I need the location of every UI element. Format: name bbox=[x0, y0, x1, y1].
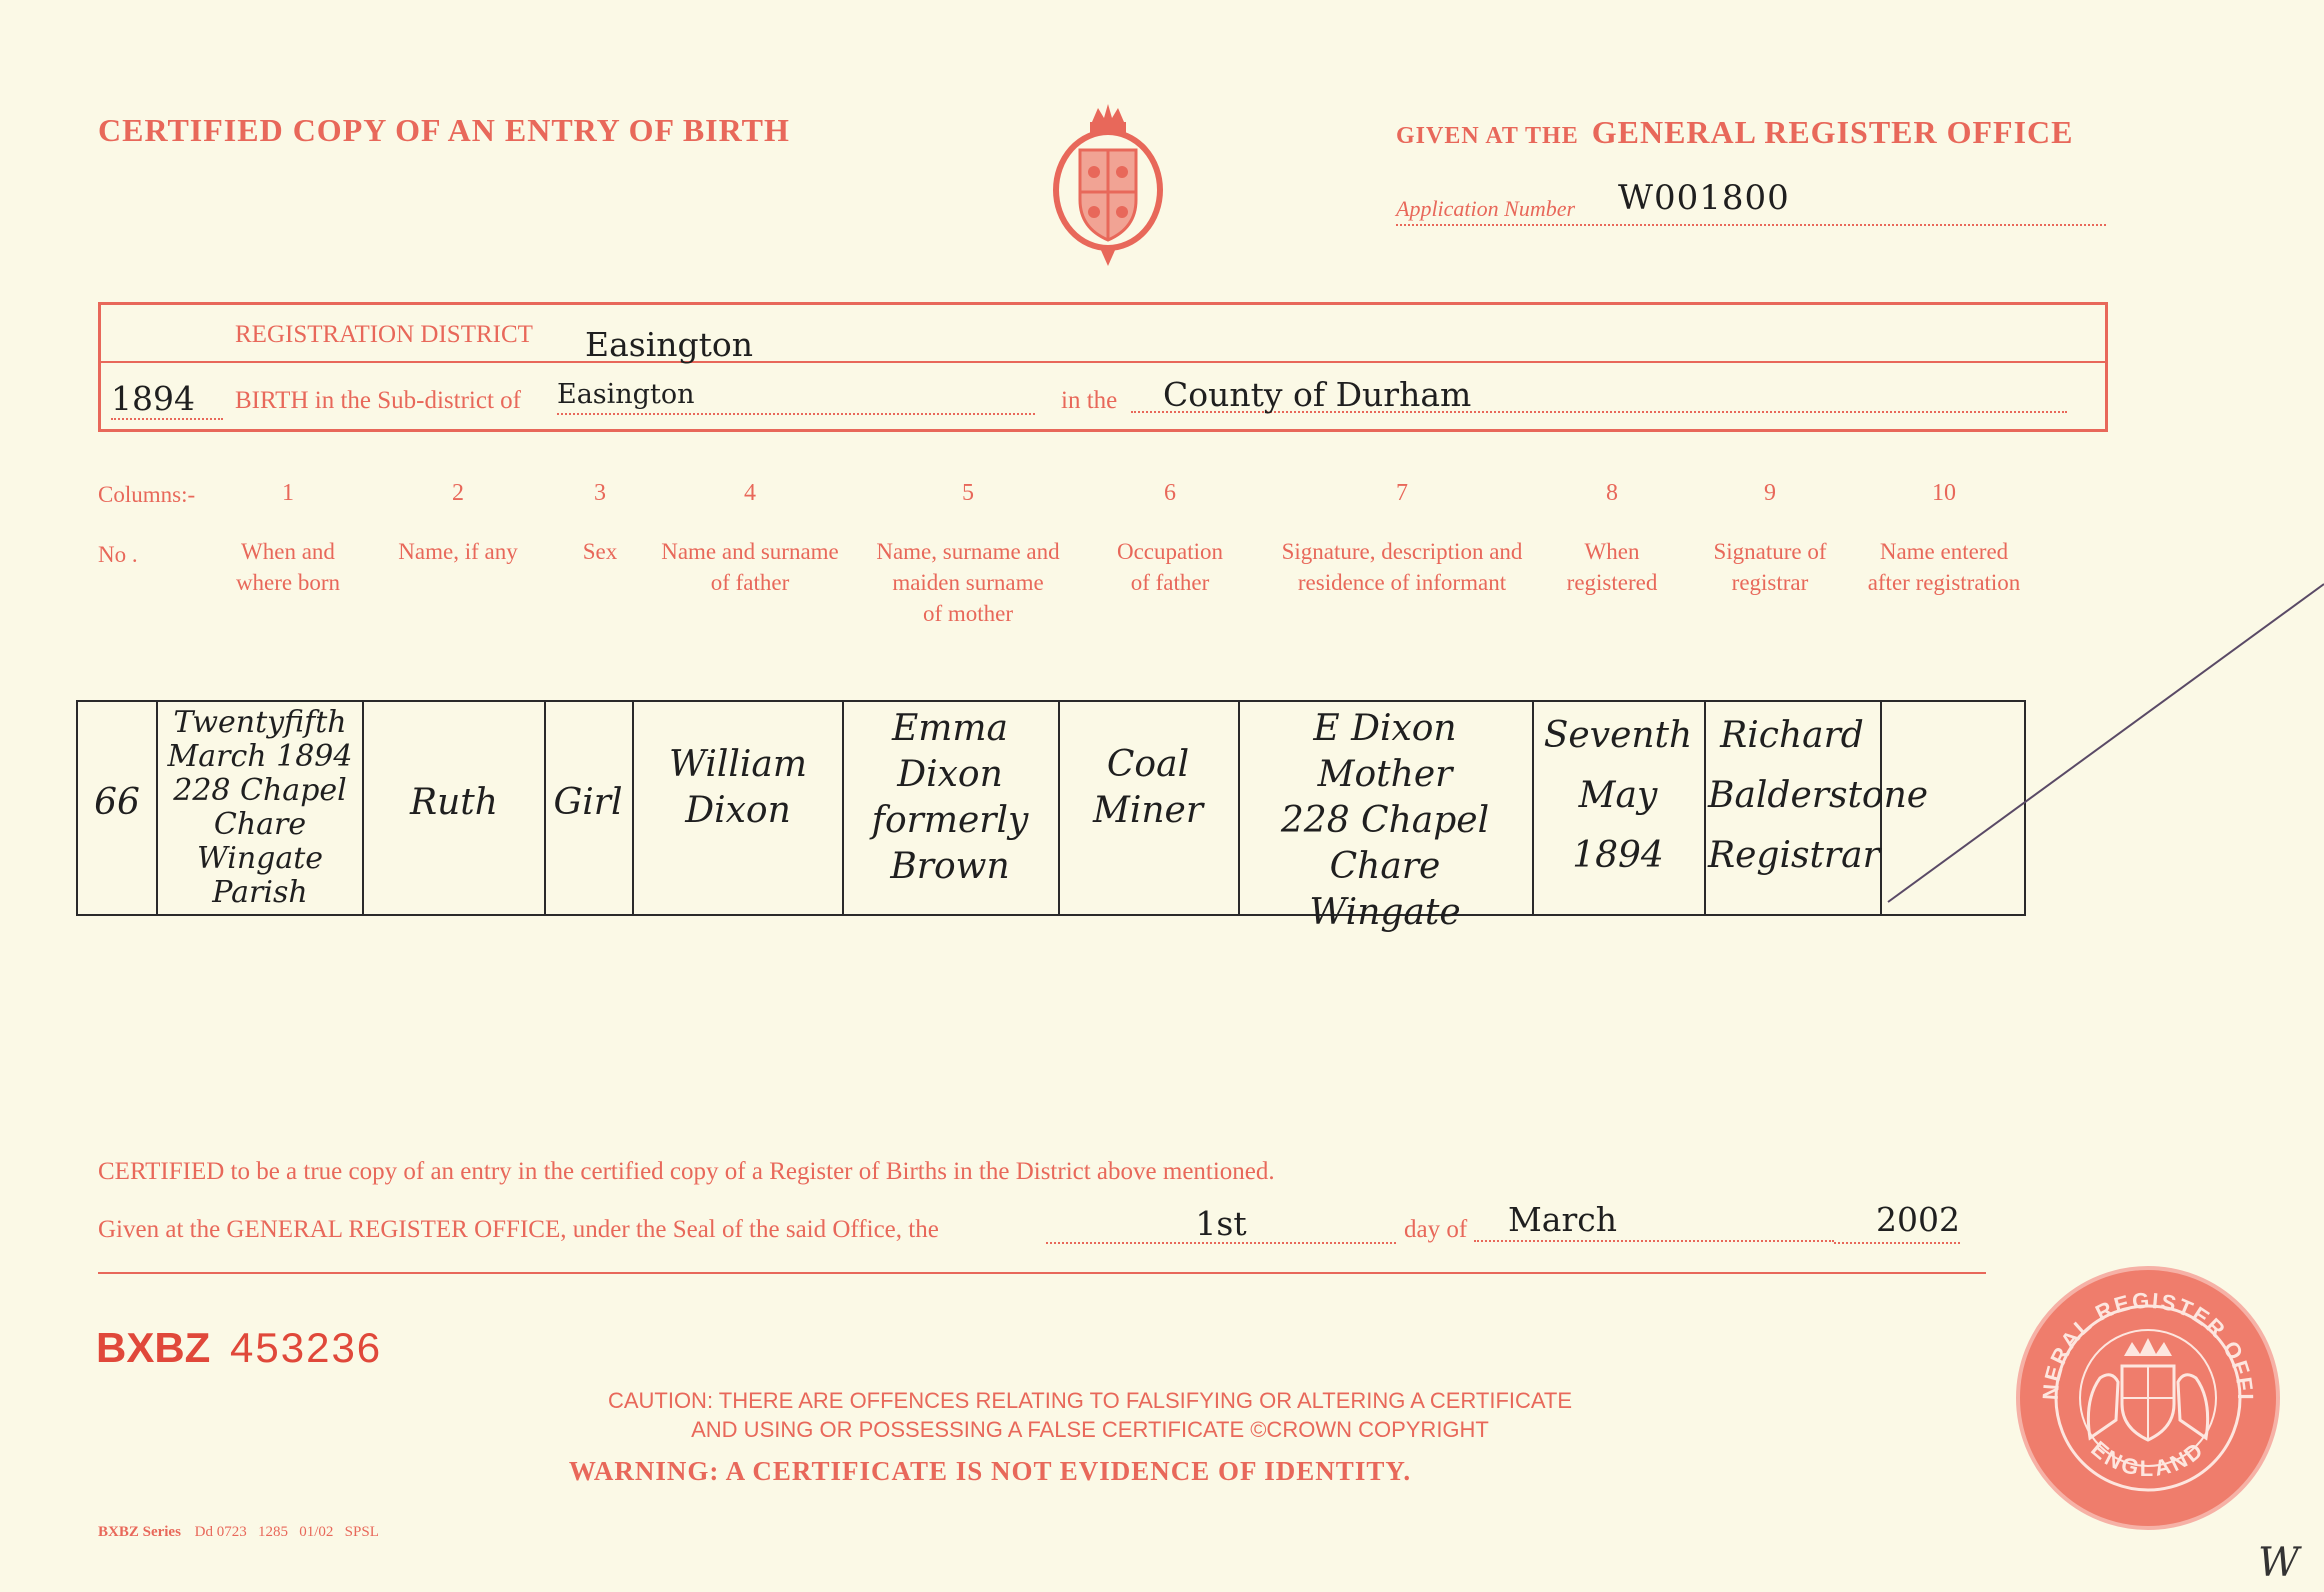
certificate-serial bbox=[96, 1324, 382, 1372]
entry-informant: E Dixon Mother 228 Chapel Chare Wingate bbox=[1280, 708, 1490, 933]
column-header-6: Occupation of father bbox=[1116, 539, 1223, 595]
column-header-9: Signature of registrar bbox=[1713, 539, 1827, 595]
registration-year: 1894 bbox=[111, 379, 223, 420]
registration-district-box bbox=[98, 302, 2108, 432]
column-header-8: When registered bbox=[1566, 539, 1658, 595]
given-at-text: Given at the GENERAL REGISTER OFFICE, under the Seal of the said Office, the bbox=[98, 1216, 939, 1243]
county-value: County of Durham bbox=[1131, 375, 2067, 413]
application-number: W001800 bbox=[1618, 178, 1790, 218]
seal-bottom-text: ENGLAND bbox=[2086, 1435, 2210, 1481]
no-column-header: No . bbox=[98, 542, 138, 567]
entry-sex: Girl bbox=[553, 782, 623, 823]
caution-line-2: AND USING OR POSSESSING A FALSE CERTIFICATE ©CROWN COPYRIGHT bbox=[691, 1417, 1489, 1442]
subdistrict-value: Easington bbox=[557, 379, 1035, 415]
column-number-4: 4 bbox=[744, 480, 756, 506]
royal-arms-seal-icon bbox=[2020, 1270, 2276, 1526]
entry-when-registered: Seventh May 1894 bbox=[1543, 715, 1693, 876]
column-number-2: 2 bbox=[452, 480, 464, 506]
column-header-10: Name entered after registration bbox=[1867, 539, 2021, 595]
column-header-5: Name, surname and maiden surname of mother bbox=[876, 539, 1060, 626]
column-header-1: When and where born bbox=[235, 539, 341, 595]
registration-district-value: Easington bbox=[585, 325, 754, 364]
certification-statement: CERTIFIED to be a true copy of an entry in the certified copy of a Register of Births in the District above mentioned. bbox=[98, 1158, 1275, 1185]
day-of-label: day of bbox=[1404, 1216, 1468, 1243]
entry-occupation: Coal Miner bbox=[1092, 744, 1204, 831]
column-number-1: 1 bbox=[282, 480, 294, 506]
serial-number: 453236 bbox=[230, 1324, 383, 1371]
certificate-year: 2002 bbox=[1834, 1200, 1960, 1244]
certification-divider bbox=[98, 1272, 1986, 1274]
in-the-label: in the bbox=[1061, 387, 1118, 414]
column-header-2: Name, if any bbox=[398, 539, 518, 564]
certificate-title: CERTIFIED COPY OF AN ENTRY OF BIRTH bbox=[98, 112, 790, 148]
birth-subdistrict-label: BIRTH in the Sub-district of bbox=[235, 387, 521, 414]
column-header-4: Name and surname of father bbox=[661, 539, 839, 595]
svg-text:GENERAL REGISTER OFFICE bbox=[2020, 1270, 2258, 1402]
birth-entry-row bbox=[76, 700, 2026, 933]
corner-handwritten-mark: W bbox=[2258, 1540, 2300, 1586]
registration-district-label: REGISTRATION DISTRICT bbox=[235, 321, 533, 348]
column-header-3: Sex bbox=[582, 539, 618, 564]
certificate-day: 1st bbox=[1046, 1204, 1396, 1244]
column-number-8: 8 bbox=[1606, 480, 1618, 506]
caution-line-1: CAUTION: THERE ARE OFFENCES RELATING TO FALSIFYING OR ALTERING A CERTIFICATE bbox=[607, 1388, 1573, 1413]
form-codes: Dd 0723 1285 01/02 SPSL bbox=[194, 1524, 379, 1540]
application-label: Application Number bbox=[1396, 196, 1576, 221]
column-number-6: 6 bbox=[1164, 480, 1176, 506]
certificate-month: March bbox=[1474, 1200, 1834, 1242]
column-number-5: 5 bbox=[962, 480, 974, 506]
general-register-office-seal bbox=[2016, 1266, 2280, 1530]
identity-warning: WARNING: A CERTIFICATE IS NOT EVIDENCE OF IDENTITY. bbox=[568, 1456, 1412, 1486]
office-heading bbox=[1396, 114, 2074, 151]
application-number-field bbox=[1396, 178, 2106, 226]
caution-notice bbox=[400, 1386, 1780, 1444]
series-label: BXBZ Series bbox=[98, 1524, 181, 1540]
royal-crest-icon bbox=[1052, 100, 1164, 270]
entry-father: William Dixon bbox=[668, 744, 808, 831]
entry-number: 66 bbox=[94, 782, 140, 823]
entry-name: Ruth bbox=[410, 782, 498, 823]
column-number-7: 7 bbox=[1396, 480, 1408, 506]
column-number-10: 10 bbox=[1932, 480, 1956, 506]
serial-prefix: BXBZ bbox=[96, 1324, 211, 1371]
column-number-9: 9 bbox=[1764, 480, 1776, 506]
entry-when-where-born: Twentyfifth March 1894 228 Chapel Chare Wingate Parish bbox=[167, 705, 353, 910]
columns-label: Columns:- bbox=[98, 482, 196, 507]
column-header-7: Signature, description and residence of informant bbox=[1281, 539, 1523, 595]
cancellation-line bbox=[1880, 580, 2324, 910]
office-name: GENERAL REGISTER OFFICE bbox=[1591, 114, 2074, 150]
given-prefix: GIVEN AT THE bbox=[1396, 123, 1579, 149]
entry-registrar: Richard Balderstone Registrar bbox=[1708, 715, 1929, 876]
seal-top-text: NERAL REGISTER OFFI bbox=[2037, 1287, 2259, 1402]
form-series-footer bbox=[98, 1524, 379, 1541]
entry-mother: Emma Dixon formerly Brown bbox=[871, 708, 1029, 887]
svg-text:ENGLAND bbox=[2086, 1436, 2209, 1481]
column-number-3: 3 bbox=[594, 480, 606, 506]
